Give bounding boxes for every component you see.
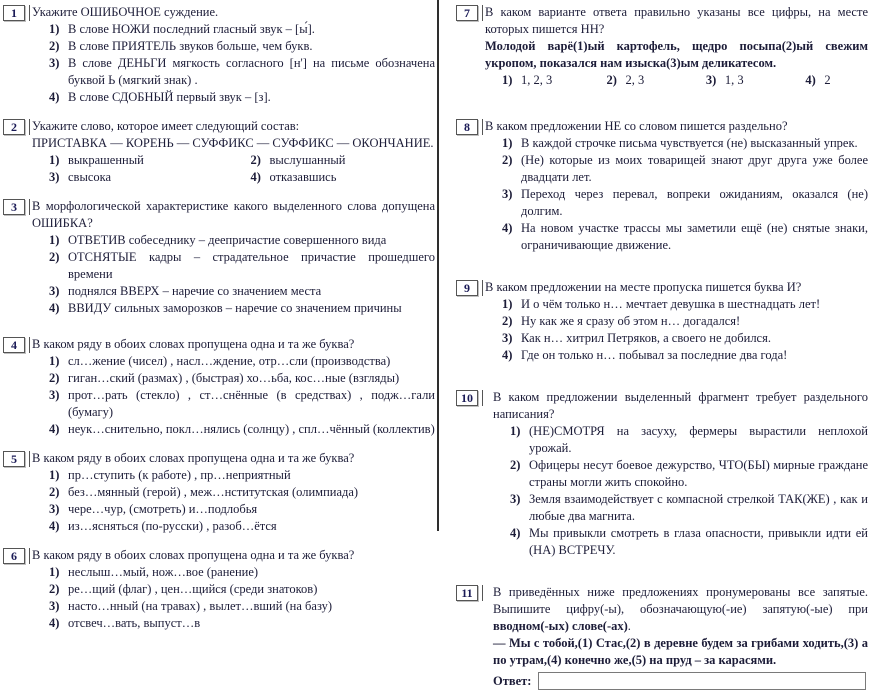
option-marker: 1): [49, 153, 60, 167]
option-marker: 3): [49, 388, 60, 402]
option-marker: 2): [510, 458, 521, 472]
option-text: ВВИДУ сильных заморозков – наречие со значением причины: [68, 301, 402, 315]
option-1: [49, 21, 435, 38]
option-marker: 2): [49, 371, 60, 385]
option-text: В слове ДЕНЬГИ мягкость согласного [н'] на письме обозначена буквой Ь (мягкий знак) .: [68, 56, 435, 87]
question-number-rule: [29, 451, 30, 467]
option-marker: 3): [502, 187, 513, 201]
option-2: [510, 457, 868, 491]
option-3: [49, 169, 234, 186]
option-text: В каждой строчке письма чувствуется (не) высказанный упрек.: [521, 136, 858, 150]
text-segment: В приведённых ниже предложениях пронумерованы все запятые. Выпишите цифру(-ы), обозначающую(-ие) запятую(-ые) при: [493, 585, 868, 616]
option-3: [49, 501, 435, 518]
options-list: [32, 21, 435, 106]
question-7: [456, 4, 868, 89]
question-6: [3, 547, 435, 632]
text-segment: В каком предложении НЕ со словом пишется раздельно?: [485, 119, 788, 133]
options-list: [32, 152, 435, 186]
option-2: [49, 484, 435, 501]
option-4: [49, 615, 435, 632]
option-text: Где он только н… побывал за последние два года!: [521, 348, 788, 362]
question-sentence: [493, 635, 868, 669]
question-number-box: 4: [3, 337, 25, 353]
option-text: без…мянный (герой) , меж…нститутская (олимпиада): [68, 485, 359, 499]
options-list: [32, 232, 435, 317]
text-segment: Укажите ОШИБОЧНОЕ суждение.: [32, 5, 219, 19]
option-marker: 3): [49, 170, 60, 184]
option-3: [49, 55, 435, 89]
option-1: [49, 467, 435, 484]
text-segment: вводном(-ых) слове(-ах): [493, 619, 628, 633]
question-number-rule: [29, 548, 30, 564]
option-marker: 3): [49, 599, 60, 613]
option-4: [502, 220, 868, 254]
option-text: неслыш…мый, нож…вое (ранение): [68, 565, 259, 579]
option-4: [251, 169, 436, 186]
text-segment: В каком предложении выделенный фрагмент требует раздельного написания?: [493, 390, 868, 421]
text-segment: ПРИСТАВКА — КОРЕНЬ — СУФФИКС — СУФФИКС — ОКОНЧАНИЕ.: [32, 136, 434, 150]
question-1: [3, 4, 435, 106]
question-3: [3, 198, 435, 317]
option-3: [502, 330, 868, 347]
options-list: [493, 423, 868, 559]
question-sentence: [485, 38, 868, 72]
option-text: (НЕ)СМОТРЯ на засуху, фермеры вырастили неплохой урожай.: [529, 424, 868, 455]
text-segment: В каком варианте ответа правильно указаны все цифры, на месте которых пишется НН?: [485, 5, 868, 36]
option-1: [49, 564, 435, 581]
option-4: [510, 525, 868, 559]
option-text: из…ясняться (по-русски) , разоб…ётся: [68, 519, 277, 533]
option-text: ре…щий (флаг) , цен…щийся (среди знатоков): [68, 582, 318, 596]
option-1: [502, 72, 589, 89]
option-4: [49, 421, 435, 438]
question-number-box: 10: [456, 390, 478, 406]
option-text: Переход через перевал, вопреки ожиданиям, оказался (не) долгим.: [521, 187, 868, 218]
option-2: [606, 72, 688, 89]
options-list: [32, 564, 435, 632]
option-1: [502, 135, 868, 152]
question-number-box: 5: [3, 451, 25, 467]
option-1: [49, 152, 234, 169]
question-number: [456, 280, 483, 296]
option-3: [706, 72, 788, 89]
question-number-rule: [482, 119, 483, 135]
option-text: Мы привыкли смотреть в глаза опасности, привыкли идти ей (НА) ВСТРЕЧУ.: [529, 526, 868, 557]
question-number-box: 3: [3, 199, 25, 215]
question-number-box: 1: [3, 5, 25, 21]
question-prompt: [485, 4, 868, 38]
option-marker: 4): [49, 519, 60, 533]
option-4: [49, 300, 435, 317]
option-text: поднялся ВВЕРХ – наречие со значением места: [68, 284, 322, 298]
question-prompt: [32, 450, 435, 467]
option-1: [49, 353, 435, 370]
question-number-rule: [482, 5, 483, 21]
option-text: насто…нный (на травах) , вылет…вший (на базу): [68, 599, 333, 613]
option-marker: 1): [49, 22, 60, 36]
option-text: 1, 3: [724, 73, 744, 87]
question-11: [456, 584, 868, 690]
option-1: [49, 232, 435, 249]
option-2: [49, 370, 435, 387]
text-segment: В каком ряду в обоих словах пропущена одна и та же буква?: [32, 337, 355, 351]
text-segment: — Мы с тобой,(1) Стас,(2) в деревне будем за грибами ходить,(3) а по утрам,(4) конечно же,(5) на пруд – за карасями.: [493, 636, 868, 667]
option-marker: 1): [49, 468, 60, 482]
option-marker: 2): [250, 153, 261, 167]
option-text: выкрашенный: [68, 153, 144, 167]
question-number: [3, 119, 30, 135]
options-list: [32, 353, 435, 438]
option-text: ОТВЕТИВ собеседнику – деепричастие совершенного вида: [68, 233, 387, 247]
option-2: [251, 152, 436, 169]
option-text: выслушанный: [269, 153, 346, 167]
question-10: [456, 389, 868, 559]
option-text: ОТСНЯТЫЕ кадры – страдательное причастие прошедшего времени: [68, 250, 435, 281]
option-text: И о чём только н… мечтает девушка в шестнадцать лет!: [521, 297, 821, 311]
question-number: [456, 390, 483, 406]
option-3: [502, 186, 868, 220]
option-text: Как н… хитрил Петряков, а своего не добился.: [521, 331, 771, 345]
text-segment: .: [627, 619, 631, 633]
option-2: [49, 581, 435, 598]
option-marker: 2): [49, 582, 60, 596]
option-text: 2: [824, 73, 831, 87]
option-marker: 4): [502, 221, 513, 235]
options-list: [485, 72, 868, 89]
option-marker: 2): [49, 485, 60, 499]
question-9: [456, 279, 868, 364]
option-text: 1, 2, 3: [521, 73, 553, 87]
text-segment: В морфологической характеристике какого выделенного слова допущена ОШИБКА?: [32, 199, 435, 230]
text-segment: Молодой варё(1)ый картофель, щедро посыпа(2)ый свежим укропом, показался нам изыска(3)ым деликатесом.: [485, 39, 868, 70]
option-marker: 2): [502, 153, 513, 167]
text-segment: В каком ряду в обоих словах пропущена одна и та же буква?: [32, 451, 355, 465]
question-number-box: 6: [3, 548, 25, 564]
question-prompt: [485, 118, 868, 135]
question-number-box: 2: [3, 119, 25, 135]
option-4: [49, 89, 435, 106]
option-text: (Не) которые из моих товарищей знают друг друга уже более двадцати лет.: [521, 153, 868, 184]
option-text: Ну как же я сразу об этом н… догадался!: [521, 314, 741, 328]
question-prompt: [32, 198, 435, 232]
question-number-box: 11: [456, 585, 478, 601]
answer-label: Ответ:: [493, 673, 532, 688]
option-text: прот…рать (стекло) , ст…снённые (в средствах) , подж…гали (бумагу): [68, 388, 435, 419]
option-marker: 1): [502, 136, 513, 150]
answer-row: [493, 672, 868, 690]
option-marker: 1): [49, 233, 60, 247]
question-2: [3, 118, 435, 186]
option-text: неук…снительно, покл…нялись (солнцу) , спл…чённый (коллектив): [68, 422, 435, 436]
option-marker: 4): [805, 73, 816, 87]
option-marker: 4): [510, 526, 521, 540]
option-text: отказавшись: [269, 170, 337, 184]
option-marker: 3): [49, 56, 60, 70]
option-2: [502, 313, 868, 330]
option-marker: 3): [49, 284, 60, 298]
option-4: [805, 72, 868, 89]
option-3: [49, 283, 435, 300]
question-number: [456, 585, 483, 601]
option-1: [502, 296, 868, 313]
option-3: [510, 491, 868, 525]
question-5: [3, 450, 435, 535]
option-marker: 1): [502, 73, 513, 87]
question-prompt: [493, 389, 868, 423]
option-marker: 3): [502, 331, 513, 345]
question-number-rule: [482, 280, 483, 296]
question-prompt: [32, 336, 435, 353]
option-text: В слове ПРИЯТЕЛЬ звуков больше, чем букв.: [68, 39, 313, 53]
column-left: [0, 0, 437, 630]
question-number-rule: [29, 337, 30, 353]
option-marker: 3): [510, 492, 521, 506]
question-number-box: 8: [456, 119, 478, 135]
option-marker: 2): [49, 250, 60, 264]
question-number-rule: [29, 5, 30, 21]
options-list: [32, 467, 435, 535]
option-marker: 2): [606, 73, 617, 87]
question-number-rule: [29, 119, 30, 135]
question-prompt: [485, 279, 868, 296]
option-text: На новом участке трассы мы заметили ещё (не) снятые знаки, ограничивающие движение.: [521, 221, 868, 252]
option-marker: 3): [705, 73, 717, 87]
question-number-box: 9: [456, 280, 478, 296]
text-segment: В каком предложении на месте пропуска пишется буква И?: [485, 280, 802, 294]
question-prompt: [32, 118, 435, 135]
option-text: 2, 3: [625, 73, 645, 87]
option-2: [49, 249, 435, 283]
option-4: [49, 518, 435, 535]
option-marker: 1): [49, 354, 60, 368]
option-marker: 1): [49, 565, 60, 579]
question-sentence: [32, 135, 435, 152]
option-3: [49, 598, 435, 615]
question-prompt: [493, 584, 868, 635]
option-2: [49, 38, 435, 55]
option-marker: 2): [502, 314, 513, 328]
option-3: [49, 387, 435, 421]
option-text: Офицеры несут боевое дежурство, ЧТО(БЫ) мирные граждане страны могли жить спокойно.: [529, 458, 868, 489]
question-number: [3, 451, 30, 467]
option-1: [510, 423, 868, 457]
question-number-rule: [29, 199, 30, 215]
option-marker: 3): [49, 502, 60, 516]
question-number: [3, 337, 30, 353]
option-text: В слове СДОБНЫЙ первый звук – [з].: [68, 90, 271, 104]
option-text: чере…чур, (смотреть) и…подлобья: [68, 502, 258, 516]
option-marker: 1): [510, 424, 521, 438]
question-number: [456, 5, 483, 21]
option-marker: 4): [502, 348, 513, 362]
answer-input[interactable]: [538, 672, 866, 690]
option-marker: 4): [49, 90, 60, 104]
question-number: [3, 548, 30, 564]
question-prompt: [32, 547, 435, 564]
option-text: пр…ступить (к работе) , пр…неприятный: [68, 468, 291, 482]
text-segment: Укажите слово, которое имеет следующий состав:: [32, 119, 300, 133]
option-marker: 1): [502, 297, 513, 311]
option-marker: 4): [250, 170, 261, 184]
question-number-rule: [482, 390, 483, 406]
option-marker: 4): [49, 301, 60, 315]
column-right: [439, 0, 872, 688]
option-2: [502, 152, 868, 186]
option-text: гиган…ский (размах) , (быстрая) хо…ьба, кос…ные (взгляды): [68, 371, 400, 385]
question-number: [456, 119, 483, 135]
option-text: Земля взаимодействует с компасной стрелкой ТАК(ЖЕ) , как и любые два магнита.: [529, 492, 868, 523]
question-number: [3, 199, 30, 215]
text-segment: В каком ряду в обоих словах пропущена одна и та же буква?: [32, 548, 355, 562]
option-marker: 4): [49, 422, 60, 436]
options-list: [485, 296, 868, 364]
question-number-box: 7: [456, 5, 478, 21]
option-marker: 2): [49, 39, 60, 53]
question-number-rule: [482, 585, 483, 601]
option-marker: 4): [49, 616, 60, 630]
options-list: [485, 135, 868, 254]
option-4: [502, 347, 868, 364]
option-text: В слове НОЖИ последний гласный звук – [ы́].: [68, 22, 315, 36]
question-4: [3, 336, 435, 438]
option-text: сл…жение (чисел) , насл…ждение, отр…сли (производства): [68, 354, 391, 368]
option-text: отсвеч…вать, выпуст…в: [68, 616, 201, 630]
option-text: свысока: [68, 170, 112, 184]
question-number: [3, 5, 30, 21]
question-8: [456, 118, 868, 254]
question-prompt: [32, 4, 435, 21]
